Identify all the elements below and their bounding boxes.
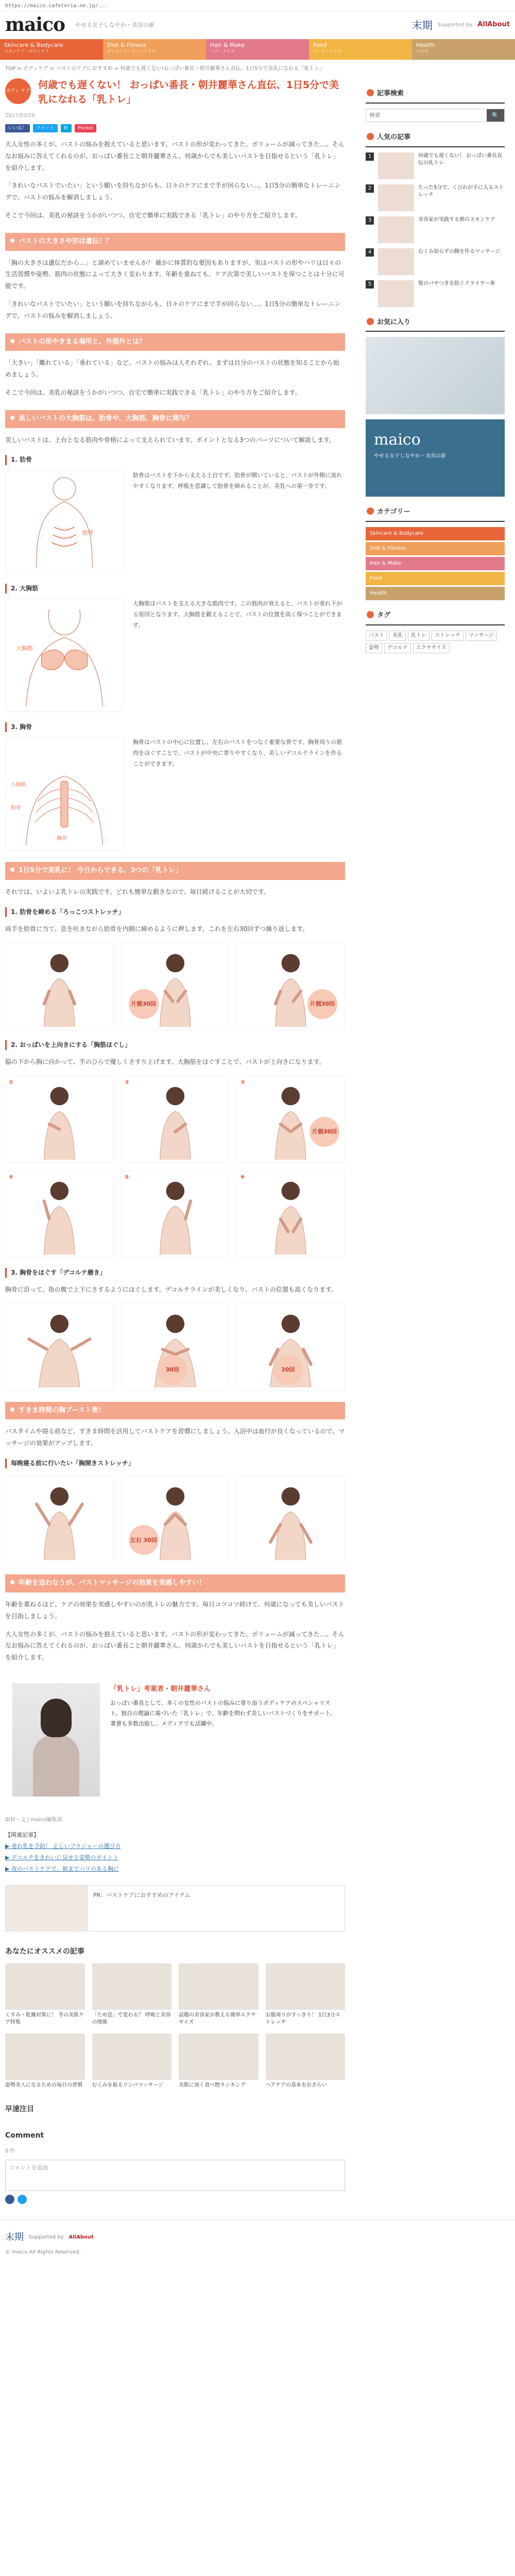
- rib-figure: [5, 470, 345, 573]
- related-link[interactable]: ▶ 垂れ乳を予防！ 正しいブラジャーの選び方: [5, 1842, 121, 1850]
- heart-icon: [367, 318, 374, 325]
- extra-subheading: 毎晩寝る前に行いたい「胸開きストレッチ」: [5, 1459, 345, 1468]
- hatena-bookmark-button[interactable]: B!: [61, 124, 72, 132]
- count-bubble: 30回: [158, 1355, 187, 1385]
- comment-count: 0 件: [5, 2148, 15, 2155]
- social-icons: [5, 2195, 345, 2204]
- url-bar: https://maico.cafeteria.ne.jp/...: [0, 0, 515, 11]
- ranking-title: 髪のパサつきを防ぐドライヤー術: [418, 280, 495, 286]
- exercise-step: ④: [5, 1170, 114, 1258]
- part-description: 胸骨はバストの中心に位置し、左右のバストをつなぐ重要な骨です。胸骨周りの筋肉をほぐすことで、バストが中央に寄りやすくなり、美しいデコルテラインを作ることができます。: [133, 739, 342, 767]
- exercise-step: ③ 片側30回: [236, 1075, 345, 1163]
- tag-cloud: [366, 631, 505, 653]
- exercise-title: 2. おっぱいを上向きにする「胸筋ほぐし」: [5, 1040, 345, 1050]
- count-bubble: 左右 30回: [129, 1525, 159, 1555]
- pec-small-label: 小胸筋: [10, 782, 26, 788]
- extra-steps: [5, 1476, 345, 1563]
- tag-item[interactable]: 美乳: [389, 631, 406, 641]
- ranking-title: 何歳でも遅くない！ おっぱい番長直伝の乳トレ: [418, 152, 503, 166]
- woman-pose-illustration: [122, 1171, 229, 1257]
- pec-figure: [5, 599, 345, 712]
- woman-pose-illustration: [6, 1476, 113, 1563]
- category-badge[interactable]: ボディ ケア: [5, 78, 31, 104]
- recommend-card[interactable]: [5, 2033, 85, 2089]
- article-credits: 取材・文 / maico編集部: [5, 1817, 62, 1823]
- part-description: 大胸筋はバストを支える大きな筋肉です。この筋肉が衰えると、バストが垂れ下がる原因となります。大胸筋を鍛えることで、バストの位置を高く保つことができます。: [133, 600, 342, 629]
- rib-label-2: 肋骨: [10, 805, 21, 811]
- tag-icon: [367, 611, 374, 618]
- author-name: 「乳トレ」考案者・朝井麗華さん: [110, 1685, 211, 1693]
- section-body: 「胸の大きさは遺伝だから…」と諦めていませんか？ 確かに体質的な要因もありますが、実はバストの形やハリは日々の生活習慣や姿勢、筋肉の状態によって大きく変わります。年齢を重ねても、ケア次第で美しいバストを保つことは十分に可能です。: [5, 259, 345, 290]
- woman-pose-illustration: [6, 1171, 113, 1257]
- tag-item[interactable]: ストレッチ: [432, 631, 464, 641]
- heading-text: 記事検索: [377, 90, 404, 97]
- facebook-icon[interactable]: [5, 2195, 14, 2204]
- search-box: [366, 109, 505, 122]
- ranking-thumb: [378, 152, 414, 179]
- extra2-body-more: 大人女性の多くが、バストの悩みを抱えていると思います。バストの形が変わってきた、ボリュームが減ってきた…。そんなお悩みに答えてくれるのが、おっぱい番長こと朝井麗華さん。何歳からでも美しいバストを目指せるという「乳トレ」を紹介します。: [5, 1630, 345, 1662]
- sidebar-tag-heading: [366, 607, 505, 625]
- ranking-item[interactable]: 2 たった5分で、くびれが手に入るストレッチ: [366, 184, 505, 211]
- site-header: [0, 11, 515, 39]
- recommend-thumb: [266, 2033, 346, 2080]
- woman-pose-illustration: [6, 943, 113, 1029]
- extra2-heading: 年齢を追わなうが、バストマッサージの効果を実感しやすい！: [5, 1574, 345, 1592]
- sidebar-product-banner[interactable]: [366, 337, 505, 414]
- exercise-steps: [5, 942, 345, 1030]
- banner-sub: やせる女子しなやか・美容の新: [374, 453, 446, 460]
- category-nav: [0, 39, 515, 60]
- extra-heading: すきま時間の胸ブースト術！: [5, 1402, 345, 1420]
- heading-text: カテゴリー: [377, 508, 410, 516]
- ranking-thumb: [378, 184, 414, 211]
- ranking-thumb: [378, 248, 414, 275]
- recommend-card[interactable]: [266, 1963, 346, 2026]
- footer-by: Supported by: [29, 2234, 64, 2241]
- nav-label: Food: [313, 42, 327, 48]
- nav-label: Hair & Make: [210, 42, 245, 48]
- nav-item-health[interactable]: [412, 39, 515, 60]
- recommend-thumb: [5, 2033, 85, 2080]
- part-heading: 3. 胸骨: [5, 722, 345, 732]
- nav-item-skincare[interactable]: [0, 39, 103, 60]
- ad-banner[interactable]: [5, 1885, 345, 1931]
- sidebar: [366, 78, 505, 2204]
- tag-item[interactable]: バスト: [366, 631, 387, 641]
- exercise-title: 3. 胸骨をほぐす「デコルテ磨き」: [5, 1268, 345, 1278]
- ranking-thumb: [378, 280, 414, 307]
- recommend-card[interactable]: [179, 1963, 259, 2026]
- recommend-title: 美肌に効く食べ物ランキング: [179, 2082, 246, 2089]
- exercise-step: [236, 1303, 345, 1391]
- nav-sublabel: ヘルス: [416, 49, 428, 54]
- folder-icon: [367, 507, 374, 515]
- intro-paragraph: 大人女性の多くが、バストの悩みを抱えていると思います。バストの形が変わってきた、ボリュームが減ってきた…。そんなお悩みに答えてくれるのが、おっぱい番長こと朝井麗華さん。何歳からでも美しいバストを目指せるという「乳トレ」を紹介します。: [5, 141, 345, 172]
- breadcrumb[interactable]: TOP > ボディケア > バストのケアにおすすめ > 何歳でも遅くない!おっぱい番長・朝井麗華さん直伝、1日5分で美乳になれる「乳トレ」: [5, 66, 325, 72]
- author-profile: [5, 1676, 345, 1804]
- exercise-step: [5, 942, 114, 1030]
- ranking-thumb: [378, 216, 414, 243]
- related-link[interactable]: ▶ デコルテをきれいに見せる姿勢のポイント: [5, 1854, 119, 1861]
- woman-pose-illustration: [237, 1476, 345, 1563]
- heading-text: タグ: [377, 612, 391, 620]
- sternum-figure: [5, 737, 345, 851]
- recommend-title: むくみを取るリンパマッサージ: [92, 2082, 164, 2089]
- exercise-body: 脇の下から胸に向かって、手のひらで優しくさすり上げます。大胸筋をほぐすことで、バストが上向きになります。: [5, 1058, 325, 1065]
- follow-heading: 早速注目: [5, 2105, 34, 2114]
- extra2-body: 年齢を重ねるほど、ケアの効果を実感しやすいのが乳トレの魅力です。毎日コツコツ続けて、何歳になっても美しいバストを目指しましょう。: [5, 1600, 345, 1620]
- section-body-extra: 「きれいなバストでいたい」という願いを持ちながらも、日々のケアにまで手が回らない…。1日5分の簡単なトレーニングで、バストの悩みを解消しましょう。: [5, 300, 341, 319]
- recommend-thumb: [92, 2033, 172, 2080]
- sidebar-category-heading: [366, 504, 505, 522]
- related-links: [5, 1829, 345, 1875]
- recommend-card[interactable]: [92, 2033, 172, 2089]
- recommend-card[interactable]: [179, 2033, 259, 2089]
- recommend-title: お腹周りがすっきり！ 1日3分ストレッチ: [265, 2012, 340, 2026]
- recommend-heading: あなたにオススメの記事: [5, 1947, 84, 1956]
- related-link[interactable]: ▶ 夜のバストケアで、朝までハリのある胸に: [5, 1865, 119, 1872]
- nav-label: Diet & Fitness: [107, 42, 147, 48]
- author-photo: [12, 1683, 100, 1797]
- tag-item[interactable]: 乳トレ: [408, 631, 430, 641]
- woman-pose-illustration: [122, 1076, 229, 1162]
- share-buttons: [5, 124, 345, 132]
- comment-heading: Comment: [5, 2131, 44, 2140]
- sidebar-maico-banner[interactable]: [366, 419, 505, 497]
- nav-sublabel: フード・レシピ: [313, 49, 342, 54]
- heading-text: 人気の記事: [377, 133, 411, 141]
- recommend-thumb: [92, 1963, 172, 2010]
- copyright: © maico All Rights Reserved.: [5, 2249, 81, 2255]
- ranking-item[interactable]: 3 美容家が実践する朝のスキンケア: [366, 216, 505, 243]
- rib-label: 肋骨: [82, 529, 94, 536]
- nav-label: Health: [416, 42, 435, 48]
- extra-body: バスタイムや寝る前など、すきま時間を活用してバストケアを習慣にしましょう。入浴中は血行が良くなっているので、マッサージの効果がアップします。: [5, 1428, 345, 1447]
- exercise-body: 両手を肋骨に当て、息を吐きながら肋骨を内側に締めるように押します。これを左右30回ずつ繰り返します。: [5, 925, 309, 933]
- tag-item[interactable]: エクササイズ: [413, 643, 450, 653]
- site-logo[interactable]: maico: [5, 13, 65, 36]
- recommend-title: ヘアケアの基本をおさらい: [265, 2082, 327, 2089]
- woman-pose-illustration: [6, 1303, 113, 1390]
- footer-brand[interactable]: 末期: [5, 2232, 24, 2243]
- sponsor-brand: 末期: [411, 19, 433, 31]
- sidebar-category-food[interactable]: Food: [366, 572, 505, 585]
- pocket-button[interactable]: Pocket: [75, 124, 96, 132]
- sternum-illustration: [5, 737, 124, 851]
- ranking-item[interactable]: 1 何歳でも遅くない！ おっぱい番長直伝の乳トレ: [366, 152, 505, 179]
- sidebar-category-health[interactable]: Health: [366, 587, 505, 600]
- count-bubble: 片側30回: [307, 989, 337, 1019]
- nav-item-diet[interactable]: [103, 39, 206, 60]
- recommend-title: くすみ・乾燥対策に！ 冬の美肌ケア特集: [5, 2012, 84, 2026]
- exercise-step: [5, 1303, 114, 1391]
- section-body-extra: そこで今回は、美乳の秘訣をうかがいつつ、自宅で簡単に実践できる「乳トレ」のやり方をご紹介します。: [5, 389, 301, 397]
- woman-pose-illustration: [237, 1171, 345, 1257]
- count-bubble: 片側30回: [310, 1117, 339, 1147]
- ad-image: [6, 1886, 88, 1931]
- recommend-title: 話題の美容家が教える簡単エクササイズ: [179, 2012, 256, 2026]
- exercise-step: [121, 1303, 230, 1391]
- tag-item[interactable]: 姿勢: [366, 643, 382, 653]
- facebook-like-button[interactable]: いいね！: [5, 124, 30, 132]
- exercise-step: [121, 1476, 230, 1563]
- sidebar-pickup-heading: [366, 314, 505, 332]
- nav-sublabel: ヘア・メイク: [210, 49, 235, 54]
- exercise-title: 1. 肋骨を締める「ろっこつストレッチ」: [5, 907, 345, 917]
- crown-icon: [367, 133, 374, 140]
- sponsor-partner: AllAbout: [477, 21, 510, 29]
- exercise-step: ⑤: [121, 1170, 230, 1258]
- recommend-thumb: [266, 1963, 346, 2010]
- exercise-heading: 1日5分で美乳に！ 今日からできる、3つの「乳トレ」: [5, 862, 345, 880]
- exercise-step: ②: [121, 1075, 230, 1163]
- ranking-item[interactable]: 4 むくみ知らずの脚を作るマッサージ: [366, 248, 505, 275]
- ranking-title: むくみ知らずの脚を作るマッサージ: [418, 248, 501, 255]
- recommend-card[interactable]: [5, 1963, 85, 2026]
- recommend-title: 姿勢美人になるための毎日の習慣: [5, 2082, 82, 2089]
- banner-logo: maico: [374, 431, 421, 449]
- content-layout: [0, 78, 515, 2204]
- exercise-steps: [5, 1303, 345, 1391]
- intro-paragraph-2: 「きれいなバストでいたい」という願いを持ちながらも、日々のケアにまで手が回らない…。1日5分の簡単なトレーニングで、バストの悩みを解消しましょう。: [5, 182, 341, 201]
- tweet-button[interactable]: ツイート: [33, 124, 58, 132]
- recommend-thumb: [5, 1963, 85, 2010]
- sidebar-category-diet[interactable]: Diet & Fitness: [366, 542, 505, 555]
- sidebar-category-hair[interactable]: Hair & Make: [366, 557, 505, 570]
- article-title: 何歳でも遅くない！ おっぱい番長・朝井麗華さん直伝、1日5分で美乳になれる「乳トレ」: [38, 79, 339, 105]
- search-input[interactable]: [366, 109, 487, 122]
- nav-sublabel: ダイエット・フィットネス: [107, 49, 156, 54]
- article-main: [5, 78, 345, 2204]
- intro-paragraph-3: そこで今回は、美乳の秘訣をうかがいつつ、自宅で簡単に実践できる「乳トレ」のやり方をご紹介します。: [5, 212, 301, 219]
- nav-label: Skincare & Bodycare: [4, 42, 63, 48]
- recommend-card[interactable]: [92, 1963, 172, 2026]
- twitter-icon[interactable]: [18, 2195, 27, 2204]
- exercise-step: ①: [5, 1075, 114, 1163]
- tag-item[interactable]: デコルテ: [384, 643, 411, 653]
- exercise-step: [236, 942, 345, 1030]
- nav-item-hair[interactable]: [206, 39, 309, 60]
- sidebar-ranking-heading: [366, 129, 505, 147]
- exercise-body: 胸骨に沿って、指の腹で上下にさするようにほぐします。デコルテラインが美しくなり、バストの位置も高くなります。: [5, 1285, 338, 1293]
- search-icon: [367, 89, 374, 96]
- sternum-label: 胸骨: [57, 836, 67, 842]
- part-heading: 1. 肋骨: [5, 455, 345, 465]
- pectoralis-illustration: [5, 599, 124, 712]
- exercise-intro: それでは、いよいよ乳トレの実践です。どれも簡単な動きなので、毎日続けることが大切です。: [5, 888, 270, 895]
- page: [0, 11, 515, 2267]
- recommend-thumb: [179, 1963, 259, 2010]
- count-bubble: 30回: [273, 1355, 303, 1385]
- rib-illustration: [5, 470, 124, 573]
- section-body: 「大きい」「離れている」「垂れている」など、バストの悩みは人それぞれ。まずは自分のバストの状態を知ることから始めましょう。: [5, 359, 339, 379]
- section-body: 美しいバストは、土台となる筋肉や骨格によって支えられています。ポイントとなる3つのパーツについて解説します。: [5, 436, 335, 444]
- sidebar-category-skincare[interactable]: Skincare & Bodycare: [366, 527, 505, 540]
- pec-label: 大胸筋: [15, 645, 33, 652]
- exercise-step: [121, 942, 230, 1030]
- footer-partner[interactable]: AllAbout: [68, 2234, 94, 2241]
- sponsor-by: Supported by: [437, 22, 473, 28]
- exercise-step: ⑥: [236, 1170, 345, 1258]
- site-footer: [0, 2219, 515, 2267]
- ranking-title: たった5分で、くびれが手に入るストレッチ: [418, 184, 504, 198]
- search-button[interactable]: 🔍: [487, 109, 504, 122]
- ad-text: PR：バストケアにおすすめのアイテム: [93, 1891, 191, 1899]
- ranking-title: 美容家が実践する朝のスキンケア: [418, 216, 495, 223]
- article-date: 2017/03/29: [5, 113, 35, 119]
- woman-pose-illustration: [6, 1076, 113, 1162]
- site-tagline: やせる女子しなやか・美容の新: [75, 21, 155, 28]
- exercise-steps: [5, 1075, 345, 1258]
- part-description: 肋骨はバストを下から支える土台です。肋骨が開いていると、バストが外側に流れやすくなります。呼吸を意識して肋骨を締めることが、美乳への第一歩です。: [133, 471, 342, 489]
- ranking-item[interactable]: 5 髪のパサつきを防ぐドライヤー術: [366, 280, 505, 307]
- nav-sublabel: スキンケア・ボディケア: [4, 49, 49, 54]
- tag-item[interactable]: マッサージ: [466, 631, 497, 641]
- recommend-thumb: [179, 2033, 259, 2080]
- recommend-grid: [5, 1963, 345, 2089]
- part-heading: 2. 大胸筋: [5, 584, 345, 594]
- exercise-step: [236, 1476, 345, 1563]
- recommend-card[interactable]: [266, 2033, 346, 2089]
- sidebar-search-heading: [366, 86, 505, 104]
- section-heading: 美しいバストの大胸筋は、肋骨や、大胸筋、胸骨に関与？: [5, 410, 345, 428]
- exercise-step: [5, 1476, 114, 1563]
- section-heading: バストの形やきまる場所と、外側外とは？: [5, 333, 345, 351]
- heading-text: お気に入り: [377, 318, 411, 326]
- sponsor-block[interactable]: [412, 17, 510, 33]
- related-label: 【関連記事】: [5, 1831, 39, 1838]
- comment-input[interactable]: コメントを追加: [5, 2160, 345, 2191]
- author-description: おっぱい番長として、多くの女性のバストの悩みに寄り添うボディケアのスペシャリスト。独自の理論に基づいた「乳トレ」で、年齢を問わず美しいバストづくりをサポート。著書も多数出版し、メディアでも活躍中。: [110, 1700, 336, 1727]
- nav-item-food[interactable]: [309, 39, 412, 60]
- count-bubble: 片側30回: [129, 989, 159, 1019]
- section-heading: バストの大きさや形は遺伝！？: [5, 233, 345, 251]
- recommend-title: 「ため息」で変わる？ 呼吸と美容の関係: [92, 2012, 171, 2026]
